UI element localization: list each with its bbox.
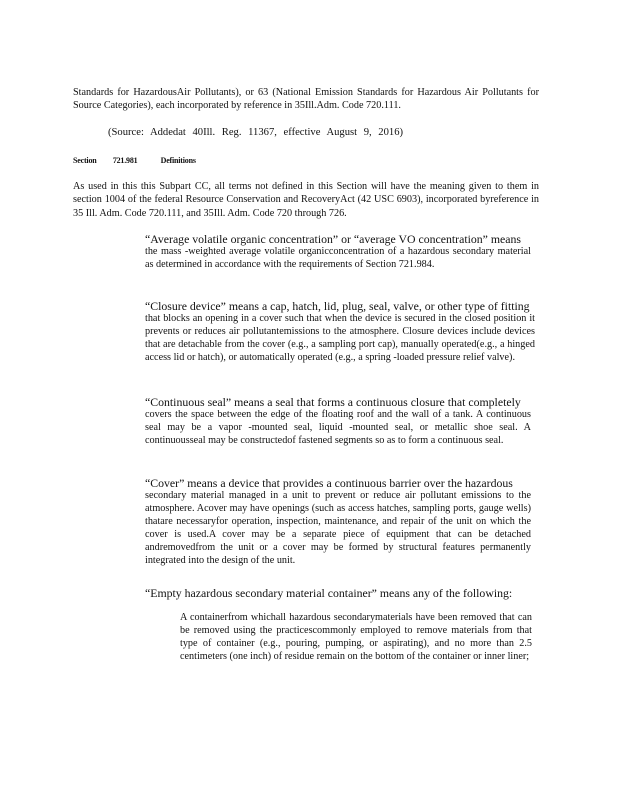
intro-paragraph: Standards for HazardousAir Pollutants), or 63 (National Emission Standards for Hazardous Air Pollutants for Source Categories), each incorporated by reference in 35Ill.Adm. Code 720.111. xyxy=(73,87,539,112)
definition-cover xyxy=(145,477,531,568)
definition-empty-container xyxy=(145,587,535,600)
definition-body: the mass -weighted average volatile organicconcentration of a hazardous secondary material as determined in accordance with the requirements of Section 721.984. xyxy=(145,246,531,271)
section-title: Definitions xyxy=(160,156,196,165)
empty-container-item-a: A containerfrom whichall hazardous secondarymaterials have been removed that can be removed using the practicescommonly employed to remove materials from that type of container (e.g., pouring, pumping, or aspirating), and no more than 2.5 centimeters (one inch) of residue remain on the bottom of the container or inner liner; xyxy=(180,612,532,662)
definition-term: “Continuous seal” means a seal that forms a continuous closure that completely xyxy=(145,395,521,409)
definition-term: “Average volatile organic concentration” or “average VO concentration” means xyxy=(145,232,522,246)
definition-body: that blocks an opening in a cover such that when the device is secured in the closed position it prevents or reduces air pollutantemissions to the atmosphere. Closure devices include devices that are detachable from the cover (e.g., a sampling port cap), manually operated(e.g., a hinged access lid or hatch), or automatically operated (e.g., a spring -loaded pressure relief valve). xyxy=(145,313,535,364)
definition-body: covers the space between the edge of the floating roof and the wall of a tank. A continuous seal may be a vapor -mounted seal, liquid -mounted seal, or metallic shoe seal. A continuousseal may be constructedof fastened segments so as to form a continuous seal. xyxy=(145,409,531,447)
scope-paragraph: As used in this this Subpart CC, all terms not defined in this Section will have the meaning given to them in section 1004 of the federal Resource Conservation and RecoveryAct (42 USC 6903), incorporated byreference in 35 Ill. Adm. Code 720.111, and 35Ill. Adm. Code 720 through 726. xyxy=(73,181,539,219)
source-note: (Source: Addedat 40Ill. Reg. 11367, effective August 9, 2016) xyxy=(108,127,404,138)
definition-term: “Cover” means a device that provides a continuous barrier over the hazardous xyxy=(145,476,513,490)
definition-term: “Empty hazardous secondary material container” means any of the following: xyxy=(145,586,513,600)
definition-continuous-seal xyxy=(145,396,531,448)
section-number: 721.981 xyxy=(112,156,138,165)
definition-term: “Closure device” means a cap, hatch, lid, plug, seal, valve, or other type of fitting xyxy=(145,299,530,313)
definition-closure-device xyxy=(145,300,535,365)
section-heading xyxy=(73,156,373,165)
section-label: Section xyxy=(73,156,97,165)
definition-average-vo xyxy=(145,233,531,272)
definition-body: secondary material managed in a unit to prevent or reduce air pollutant emissions to the atmosphere. Acover may have openings (such as access hatches, sampling ports, gauge wells) thatare necessaryfor operation, inspection, maintenance, and repair of the unit on which the cover is used.A cover may be a separate piece of equipment that can be detached andremovedfrom the unit or a cover may be formed by structural features permanently integrated into the design of the unit. xyxy=(145,490,531,566)
